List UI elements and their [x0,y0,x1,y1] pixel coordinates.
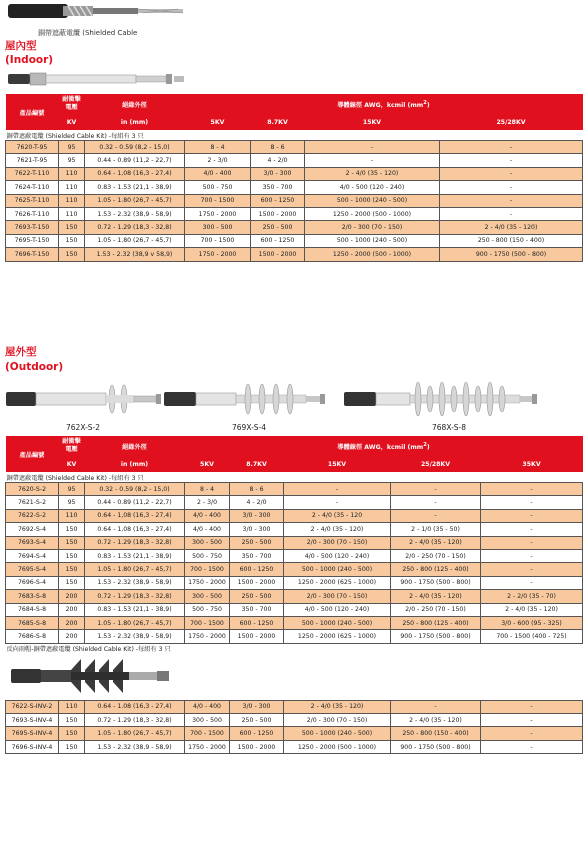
outdoor-table-cell: 0.83 - 1.53 (21,1 - 38,9) [85,603,185,616]
outdoor-table-cell: 250 - 500 [230,590,284,603]
outdoor-table-cell: 200 [59,616,85,629]
impulse-header: 耐衝擊電壓 [59,436,85,456]
outdoor-table-row [6,603,583,616]
outdoor-table-cell: 8 - 4 [185,483,230,496]
indoor-table-cell: - [440,181,583,194]
v87-header: 8.7KV [230,456,284,472]
indoor-title-zh: 屋內型 [5,40,37,52]
outdoor-title-zh: 屋外型 [5,346,37,358]
outdoor-table-cell: 1500 - 2000 [230,576,284,589]
indoor-table-cell: 250 - 800 (150 - 400) [440,234,583,247]
outdoor-table-cell: - [391,509,481,522]
indoor-table-cell: 1750 - 2000 [185,207,251,220]
outdoor-table-cell: 250 - 500 [230,536,284,549]
product-no-header: 產品編號 [6,436,59,472]
outdoor-table-cell: 1.53 - 2.32 (38,9 - 58,9) [85,630,185,643]
outdoor-table-cell: - [481,563,583,576]
indoor-table-cell: 110 [59,207,85,220]
impulse-header: 耐衝擊電壓 [59,94,85,114]
outdoor-table-cell: 2/0 - 250 (70 - 150) [391,549,481,562]
indoor-table-cell: 500 - 1000 (240 - 500) [305,234,440,247]
indoor-table-row [6,181,583,194]
v15-header: 15KV [284,456,391,472]
inv-table-cell: 150 [59,740,85,753]
indoor-table-row [6,194,583,207]
outdoor-table-cell: 95 [59,483,85,496]
outdoor-table-cell: 1750 - 2000 [185,576,230,589]
v25-header: 25/28KV [440,114,583,130]
inv-table-cell: 250 - 800 (150 - 400) [391,727,481,740]
outdoor-table-cell: 1750 - 2000 [185,630,230,643]
outdoor-table-cell: 2 - 1/0 (35 - 50) [391,523,481,536]
outdoor-table-cell: 300 - 500 [185,536,230,549]
indoor-table-cell: - [440,141,583,154]
outdoor-table-cell: 150 [59,523,85,536]
762x-s-2-image [6,385,161,413]
indoor-table-cell: 900 - 1750 (500 - 800) [440,248,583,261]
v25-header: 25/28KV [391,456,481,472]
indoor-table-cell: 1.53 - 2.32 (38,9 v 58,9) [85,248,185,261]
indoor-kit-note-row [6,130,583,141]
indoor-table-cell: 7620-T-95 [6,141,59,154]
inv-table-cell: 1750 - 2000 [185,740,230,753]
inv-table-row [6,727,583,740]
outdoor-table-cell: 200 [59,630,85,643]
indoor-table-row [6,141,583,154]
indoor-table-cell: 110 [59,167,85,180]
inv-table-cell: 250 - 500 [230,714,284,727]
outdoor-table-cell: 2 - 4/0 (35 - 120) [481,603,583,616]
indoor-table-cell: 1500 - 2000 [251,248,305,261]
indoor-kit-note: 銅帶遮蔽電纜 (Shielded Cable Kit) -每組有 3 只 [6,132,144,140]
indoor-table-cell: 1.05 - 1.80 (26,7 - 45,7) [85,194,185,207]
outdoor-table-cell: - [481,576,583,589]
inv-table-cell: 500 - 1000 (240 - 500) [284,727,391,740]
outdoor-table-cell: 2/0 - 300 (70 - 150) [284,590,391,603]
v15-header: 15KV [305,114,440,130]
outdoor-table-cell: 2 - 2/0 (35 - 70) [481,590,583,603]
outdoor-table-cell: - [481,549,583,562]
outdoor-table-cell: 1.05 - 1.80 (26,7 - 45,7) [85,563,185,576]
indoor-table-cell: 7693-T-150 [6,221,59,234]
inv-table-row [6,700,583,713]
inv-image-row [6,654,583,701]
conductor-header: 導體線徑 AWG，kcmil $(mm^2)$ [185,436,583,456]
v87-header: 8.7KV [251,114,305,130]
outdoor-table-cell: 200 [59,590,85,603]
indoor-table-cell: 95 [59,154,85,167]
outdoor-table-row [6,496,583,509]
inv-table-cell: 1250 - 2000 (500 - 1000) [284,740,391,753]
indoor-table-cell: 7696-T-150 [6,248,59,261]
indoor-table-cell: 150 [59,234,85,247]
indoor-table-row [6,207,583,220]
outdoor-table-cell: - [284,483,391,496]
outdoor-table-cell: 2 - 4/0 (35 - 120) [391,536,481,549]
outdoor-table-cell: 900 - 1750 (500 - 800) [391,576,481,589]
outdoor-table-cell: 1.53 - 2.32 (38,9 - 58,9) [85,576,185,589]
indoor-table-cell: 2/0 - 300 (70 - 150) [305,221,440,234]
outdoor-table-cell: 95 [59,496,85,509]
outdoor-table-cell: 700 - 1500 (400 - 725) [481,630,583,643]
outdoor-table-cell: 7686-S-8 [6,630,59,643]
indoor-table-cell: 3/0 - 300 [251,167,305,180]
inv-table-cell: 1500 - 2000 [230,740,284,753]
outdoor-table-cell: 500 - 1000 (240 - 500) [284,616,391,629]
outdoor-table-cell: 0.64 - 1,08 (16,3 - 27,4) [85,523,185,536]
indoor-table-cell: 1750 - 2000 [185,248,251,261]
outdoor-table-cell: - [481,496,583,509]
inv-table-cell: 2 - 4/0 (35 - 120) [284,700,391,713]
outdoor-table-cell: 1250 - 2000 (625 - 1000) [284,630,391,643]
indoor-table-cell: 0.64 - 1,08 (16,3 - 27,4) [85,167,185,180]
outdoor-header-row-2 [6,456,583,472]
conductor-header: 導體線徑 AWG，kcmil $(mm^2)$ [185,94,583,114]
in-mm-header: in (mm) [85,456,185,472]
inv-table-cell: 150 [59,727,85,740]
product-caption-769x: 769X-S-4 [232,423,267,432]
inv-table-cell: 7695-S-INV-4 [6,727,59,740]
outdoor-table-cell: 7692-S-4 [6,523,59,536]
outdoor-table-cell: 600 - 1250 [230,616,284,629]
outdoor-table-cell: 500 - 750 [185,603,230,616]
indoor-table-cell: 95 [59,141,85,154]
outdoor-table-cell: 7620-S-2 [6,483,59,496]
outdoor-table-cell: 250 - 800 (125 - 400) [391,616,481,629]
indoor-table-cell: 4/0 - 500 (120 - 240) [305,181,440,194]
inv-table-cell: 1.53 - 2.32 (38,9 - 58,9) [85,740,185,753]
kv-header: KV [59,114,85,130]
outdoor-table-cell: 7684-S-8 [6,603,59,616]
inv-table-cell: 2 - 4/0 (35 - 120) [391,714,481,727]
outdoor-table-cell: 7693-S-4 [6,536,59,549]
outdoor-title-en: (Outdoor) [5,361,64,373]
product-caption-762x: 762X-S-2 [66,423,101,432]
outdoor-table-cell: 1250 - 2000 (625 - 1000) [284,576,391,589]
outdoor-table-cell: - [481,509,583,522]
indoor-table-cell: 7626-T-110 [6,207,59,220]
indoor-table-cell: 350 - 700 [251,181,305,194]
indoor-table-cell: 7695-T-150 [6,234,59,247]
outdoor-table-cell: 4/0 - 400 [185,509,230,522]
inv-table-body [6,700,583,754]
outdoor-table-cell: 7683-S-8 [6,590,59,603]
indoor-table-cell: - [440,167,583,180]
inv-kit-note-row [6,643,583,654]
indoor-table-cell: 2 - 4/0 (35 - 120) [305,167,440,180]
outdoor-table-row [6,523,583,536]
outdoor-table-cell: 2 - 4/0 (35 - 120) [284,523,391,536]
indoor-table-body [6,141,583,262]
shielded-cable-caption: 銅帶遮蔽電纜 (Shielded Cable [38,29,138,37]
indoor-table-cell: 7624-T-110 [6,181,59,194]
outdoor-table-row [6,630,583,643]
indoor-table-cell: 7625-T-110 [6,194,59,207]
outdoor-table-cell: 250 - 800 (125 - 400) [391,563,481,576]
outdoor-table-cell: - [481,536,583,549]
inv-table-cell: - [481,700,583,713]
inv-table-row [6,740,583,753]
outdoor-table-cell: 500 - 1000 (240 - 500) [284,563,391,576]
outdoor-table-cell: - [391,496,481,509]
outdoor-table-cell: 3/0 - 600 (95 - 325) [481,616,583,629]
outdoor-table-cell: 7694-S-4 [6,549,59,562]
indoor-table-cell: 300 - 500 [185,221,251,234]
indoor-table-cell: 1500 - 2000 [251,207,305,220]
indoor-table-cell: 700 - 1500 [185,194,251,207]
indoor-table-cell: 600 - 1250 [251,234,305,247]
inv-table-cell: - [481,727,583,740]
indoor-table-cell: 150 [59,248,85,261]
outdoor-table-cell: 7622-S-2 [6,509,59,522]
inv-kit-note: 反向雨帽-銅帶遮蔽電纜 (Shielded Cable Kit) -每組有 3 只 [6,646,171,654]
outdoor-table-cell: 1500 - 2000 [230,630,284,643]
inv-table-cell: 150 [59,714,85,727]
outdoor-table-cell: 2 - 4/0 (35 - 120) [391,590,481,603]
inv-table-cell: 0.64 - 1.08 (16,3 - 27,4) [85,700,185,713]
outdoor-table-cell: 4/0 - 500 (120 - 240) [284,603,391,616]
outdoor-table-cell: 2/0 - 300 (70 - 150) [284,536,391,549]
inv-table-cell: - [391,700,481,713]
indoor-table-cell: 110 [59,181,85,194]
indoor-table-cell: 1250 - 2000 (500 - 1000) [305,248,440,261]
outdoor-table-cell: 7696-S-4 [6,576,59,589]
outdoor-table-cell: 8 - 6 [230,483,284,496]
outdoor-table-cell: 700 - 1500 [185,616,230,629]
indoor-table-row [6,221,583,234]
indoor-table-row [6,154,583,167]
indoor-header-row-2 [6,114,583,130]
indoor-table-cell: 0.72 - 1.29 (18,3 - 32,8) [85,221,185,234]
outdoor-table-row [6,483,583,496]
indoor-table-cell: - [440,154,583,167]
outdoor-table-cell: 150 [59,563,85,576]
indoor-title-en: (Indoor) [5,54,54,66]
indoor-table-cell: 8 - 4 [185,141,251,154]
outdoor-table-cell: 300 - 500 [185,590,230,603]
v5-header: 5KV [185,456,230,472]
indoor-table-cell: 150 [59,221,85,234]
inv-table-cell: 7693-S-INV-4 [6,714,59,727]
indoor-table-cell: 1.53 - 2.32 (38,9 - 58,9) [85,207,185,220]
indoor-table-cell: - [305,154,440,167]
outdoor-table-row [6,576,583,589]
outdoor-terminations-image [4,378,582,420]
product-caption-768x: 768X-S-8 [432,423,467,432]
outdoor-table-cell: 2 - 3/0 [185,496,230,509]
v35-header: 35KV [481,456,583,472]
outdoor-table-cell: 3/0 - 300 [230,509,284,522]
inv-table-cell: 1.05 - 1.80 (26,7 - 45,7) [85,727,185,740]
indoor-table-cell: 2 - 4/0 (35 - 120) [440,221,583,234]
outdoor-spec-table [5,436,583,754]
inv-table-cell: 2/0 - 300 (70 - 150) [284,714,391,727]
in-mm-header: in (mm) [85,114,185,130]
769x-s-4-image [164,384,325,414]
outdoor-table-row [6,509,583,522]
outdoor-table-cell: - [391,483,481,496]
indoor-table-cell: 110 [59,194,85,207]
768x-s-8-image [344,382,537,416]
indoor-table-cell: - [440,194,583,207]
outdoor-table-cell: 150 [59,549,85,562]
outdoor-table-cell: 350 - 700 [230,549,284,562]
indoor-table-row [6,234,583,247]
indoor-header-row-1 [6,94,583,114]
outdoor-table-row [6,616,583,629]
outdoor-table-cell: 0.64 - 1,08 (16,3 - 27,4) [85,509,185,522]
insulation-od-header: 絕緣外徑 [85,94,185,114]
outdoor-table-cell: 700 - 1500 [185,563,230,576]
kv-header: KV [59,456,85,472]
outdoor-table-cell: 4/0 - 400 [185,523,230,536]
outdoor-table-cell: 4 - 2/0 [230,496,284,509]
outdoor-kit-note: 銅帶遮蔽電纜 (Shielded Cable Kit) -每組有 3 只 [6,474,144,482]
outdoor-table-cell: 7695-S-4 [6,563,59,576]
outdoor-table-cell: - [284,496,391,509]
outdoor-table-cell: 0.72 - 1.29 (18,3 - 32,8) [85,590,185,603]
outdoor-table-cell: 900 - 1750 (500 - 800) [391,630,481,643]
indoor-table-cell: 0.32 - 0.59 (8,2 - 15,0) [85,141,185,154]
indoor-table-cell: 4/0 - 400 [185,167,251,180]
inv-table-cell: 0.72 - 1.29 (18,3 - 32,8) [85,714,185,727]
outdoor-table-cell: 1.05 - 1.80 (26,7 - 45,7) [85,616,185,629]
inv-table-row [6,714,583,727]
outdoor-kit-note-row [6,472,583,483]
outdoor-table-row [6,590,583,603]
product-no-header: 產品編號 [6,94,59,130]
outdoor-table-cell: 500 - 750 [185,549,230,562]
indoor-table-cell: 7622-T-110 [6,167,59,180]
outdoor-table-cell: 0.72 - 1.29 (18,3 - 32,8) [85,536,185,549]
outdoor-table-cell: 110 [59,509,85,522]
indoor-table-cell: - [440,207,583,220]
inv-table-cell: 4/0 - 400 [185,700,230,713]
indoor-table-cell: 4 - 2/0 [251,154,305,167]
indoor-table-row [6,167,583,180]
indoor-table-cell: 8 - 6 [251,141,305,154]
inv-table-cell: 110 [59,700,85,713]
outdoor-table-cell: 4/0 - 500 (120 - 240) [284,549,391,562]
outdoor-table-cell: 200 [59,603,85,616]
outdoor-table-cell: 0.44 - 0.89 (11,2 - 22,7) [85,496,185,509]
outdoor-table-cell: 2 - 4/0 (35 - 120 [284,509,391,522]
inv-table-cell: 7622-S-INV-2 [6,700,59,713]
indoor-termination-image [6,68,186,90]
indoor-table-cell: 1250 - 2000 (500 - 1000) [305,207,440,220]
indoor-table-cell: 600 - 1250 [251,194,305,207]
outdoor-table-cell: 150 [59,576,85,589]
outdoor-table-cell: 600 - 1250 [230,563,284,576]
outdoor-table-cell: 7621-S-2 [6,496,59,509]
indoor-table-cell: 0.44 - 0.89 (11,2 - 22,7) [85,154,185,167]
indoor-spec-table [5,94,583,262]
indoor-table-cell: 1.05 - 1.80 (26,7 - 45,7) [85,234,185,247]
indoor-table-cell: 2 - 3/0 [185,154,251,167]
v5-header: 5KV [185,114,251,130]
outdoor-table-cell: 350 - 700 [230,603,284,616]
outdoor-table-cell: - [481,523,583,536]
outdoor-table-row [6,549,583,562]
outdoor-table-body [6,483,583,644]
outdoor-table-row [6,536,583,549]
outdoor-table-cell: 150 [59,536,85,549]
outdoor-table-cell: 0.83 - 1.53 (21,1 - 38,9) [85,549,185,562]
insulation-od-header: 絕緣外徑 [85,436,185,456]
inv-table-cell: - [481,740,583,753]
outdoor-table-cell: 3/0 - 300 [230,523,284,536]
indoor-table-cell: - [305,141,440,154]
inv-table-cell: 300 - 500 [185,714,230,727]
inv-table-cell: 3/0 - 300 [230,700,284,713]
outdoor-table-cell: - [481,483,583,496]
indoor-table-cell: 7621-T-95 [6,154,59,167]
inv-table-cell: 7696-S-INV-4 [6,740,59,753]
inv-table-cell: 700 - 1500 [185,727,230,740]
outdoor-table-cell: 0.32 - 0.59 (8,2 - 15,0) [85,483,185,496]
inv-table-cell: - [481,714,583,727]
inv-table-cell: 900 - 1750 (500 - 800) [391,740,481,753]
inverted-rain-shed-termination-image [7,655,182,697]
indoor-table-cell: 500 - 750 [185,181,251,194]
outdoor-table-cell: 2/0 - 250 (70 - 150) [391,603,481,616]
shielded-cable-image [8,0,188,28]
outdoor-table-cell: 7685-S-8 [6,616,59,629]
indoor-table-row [6,248,583,261]
indoor-table-cell: 700 - 1500 [185,234,251,247]
indoor-table-cell: 0.83 - 1.53 (21,1 - 38,9) [85,181,185,194]
outdoor-header-row-1 [6,436,583,456]
indoor-table-cell: 250 - 500 [251,221,305,234]
indoor-table-cell: 500 - 1000 (240 - 500) [305,194,440,207]
outdoor-table-row [6,563,583,576]
inv-table-cell: 600 - 1250 [230,727,284,740]
